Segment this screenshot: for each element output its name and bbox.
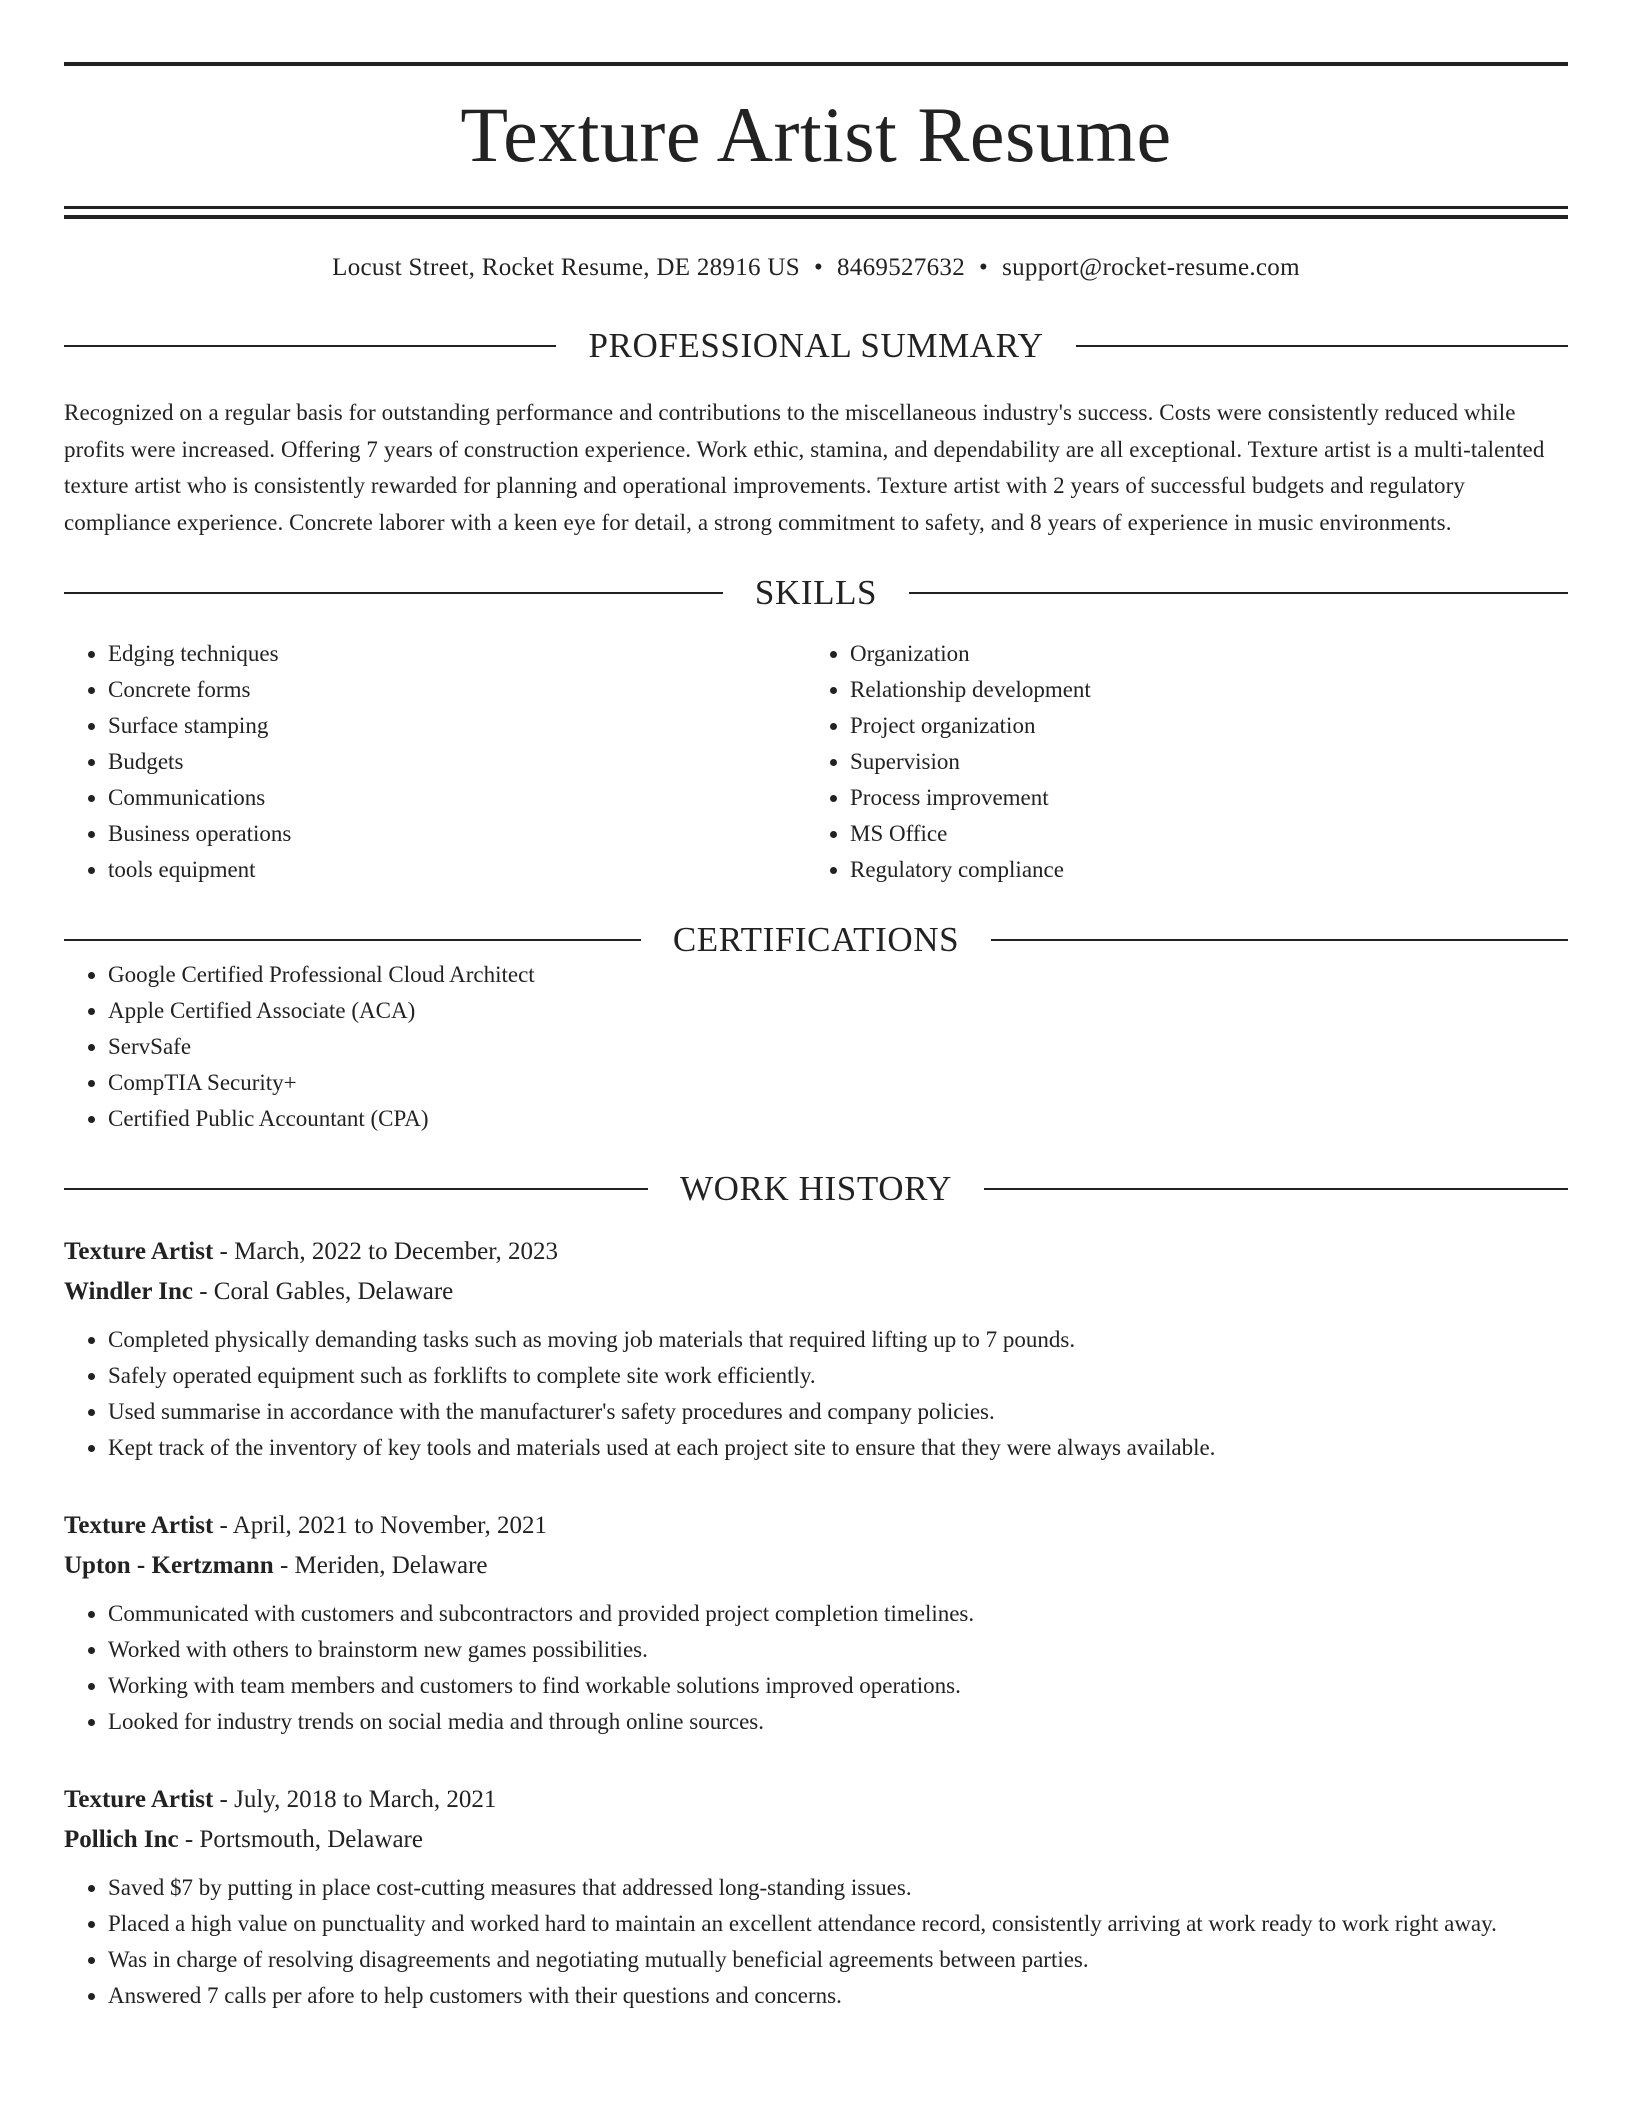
work-history-list	[64, 1232, 1568, 2014]
top-rule	[64, 62, 1568, 66]
job-location: - Portsmouth, Delaware	[178, 1826, 423, 1853]
job-dates: - April, 2021 to November, 2021	[213, 1512, 547, 1539]
job-company-line	[64, 1546, 1568, 1586]
skill-item: • Business operations	[108, 816, 806, 852]
job-bullets	[64, 1596, 1568, 1740]
skill-item: • Organization	[850, 636, 1548, 672]
summary-heading-label: PROFESSIONAL SUMMARY	[588, 326, 1044, 365]
job-title: Texture Artist	[64, 1238, 214, 1265]
skill-item: • Concrete forms	[108, 672, 806, 708]
job-company: Windler Inc	[64, 1278, 193, 1305]
certifications-heading-label: CERTIFICATIONS	[672, 920, 960, 959]
title-double-rule	[64, 206, 1568, 219]
job-location: - Meriden, Delaware	[273, 1552, 488, 1579]
skills-column-right	[806, 636, 1548, 888]
skill-item: • Edging techniques	[108, 636, 806, 672]
skill-item: • Supervision	[850, 744, 1548, 780]
job-bullets	[64, 1870, 1568, 2014]
certification-item: • Certified Public Accountant (CPA)	[108, 1101, 1568, 1137]
job-company-line	[64, 1272, 1568, 1312]
summary-text: Recognized on a regular basis for outstanding performance and contributions to the miscellaneous industry's success. Costs were consistently reduced while profits were increased. Offering 7 years of construction experience. Work ethic, stamina, and dependability are all exceptional. Texture artist is a multi-talented texture artist who is consistently rewarded for planning and operational improvements. Texture artist with 2 years of successful budgets and regulatory compliance experience. Concrete laborer with a keen eye for detail, a strong commitment to safety, and 8 years of experience in music environments.	[64, 400, 1545, 535]
job-bullet: • Looked for industry trends on social media and through online sources.	[108, 1704, 1568, 1740]
contact-separator: •	[979, 254, 989, 281]
job-bullet: • Answered 7 calls per afore to help customers with their questions and concerns.	[108, 1978, 1568, 2014]
job-bullet: • Safely operated equipment such as forklifts to complete site work efficiently.	[108, 1358, 1568, 1394]
job-title-line	[64, 1780, 1568, 1820]
skills-list-right	[806, 636, 1548, 888]
contact-separator: •	[813, 254, 823, 281]
job-title-line	[64, 1232, 1568, 1272]
skill-item: • Process improvement	[850, 780, 1548, 816]
job-company-line	[64, 1820, 1568, 1860]
job-bullet: • Completed physically demanding tasks such as moving job materials that required lifting up to 7 pounds.	[108, 1322, 1568, 1358]
job-bullets	[64, 1322, 1568, 1466]
job-entry	[64, 1780, 1568, 2014]
job-bullet: • Used summarise in accordance with the manufacturer's safety procedures and company policies.	[108, 1394, 1568, 1430]
contact-phone: 8469527632	[837, 254, 965, 281]
job-bullet: • Communicated with customers and subcontractors and provided project completion timelines.	[108, 1596, 1568, 1632]
job-bullet: • Kept track of the inventory of key tools and materials used at each project site to ensure that they were always available.	[108, 1430, 1568, 1466]
skills-heading-label: SKILLS	[754, 573, 878, 612]
certifications-list	[64, 957, 1568, 1137]
skill-item: • Surface stamping	[108, 708, 806, 744]
job-entry	[64, 1506, 1568, 1740]
job-bullet: • Worked with others to brainstorm new games possibilities.	[108, 1632, 1568, 1668]
job-bullet: • Was in charge of resolving disagreements and negotiating mutually beneficial agreements between parties.	[108, 1942, 1568, 1978]
skill-item: • tools equipment	[108, 852, 806, 888]
job-company: Pollich Inc	[64, 1826, 179, 1853]
resume-page	[64, 62, 1568, 2014]
skill-item: • Regulatory compliance	[850, 852, 1548, 888]
skills-heading	[64, 575, 1568, 610]
page-title: Texture Artist Resume	[460, 91, 1172, 178]
contact-line	[64, 255, 1568, 280]
skill-item: • Communications	[108, 780, 806, 816]
contact-email[interactable]: support@rocket-resume.com	[1002, 254, 1300, 281]
job-company: Upton - Kertzmann	[64, 1552, 274, 1579]
job-dates: - March, 2022 to December, 2023	[213, 1238, 559, 1265]
summary-heading	[64, 328, 1568, 363]
job-bullet: • Saved $7 by putting in place cost-cutting measures that addressed long-standing issues.	[108, 1870, 1568, 1906]
job-entry	[64, 1232, 1568, 1466]
skills-column-left	[64, 636, 806, 888]
skill-item: • MS Office	[850, 816, 1548, 852]
certification-item: • Apple Certified Associate (ACA)	[108, 993, 1568, 1029]
skill-item: • Project organization	[850, 708, 1548, 744]
job-title: Texture Artist	[64, 1786, 214, 1813]
skills-list-left	[64, 636, 806, 888]
job-title-line	[64, 1506, 1568, 1546]
job-title: Texture Artist	[64, 1512, 214, 1539]
job-bullet: • Placed a high value on punctuality and worked hard to maintain an excellent attendance record, consistently arriving at work ready to work right away.	[108, 1906, 1568, 1942]
job-location: - Coral Gables, Delaware	[192, 1278, 454, 1305]
job-bullet: • Working with team members and customers to find workable solutions improved operations.	[108, 1668, 1568, 1704]
contact-address: Locust Street, Rocket Resume, DE 28916 US	[332, 254, 800, 281]
certification-item: • CompTIA Security+	[108, 1065, 1568, 1101]
skill-item: • Relationship development	[850, 672, 1548, 708]
skill-item: • Budgets	[108, 744, 806, 780]
certification-item: • ServSafe	[108, 1029, 1568, 1065]
job-dates: - July, 2018 to March, 2021	[213, 1786, 497, 1813]
certification-item: • Google Certified Professional Cloud Architect	[108, 957, 1568, 993]
work-history-heading	[64, 1171, 1568, 1206]
work-history-heading-label: WORK HISTORY	[680, 1169, 952, 1208]
skills-grid	[64, 636, 1568, 888]
certifications-heading	[64, 922, 1568, 957]
